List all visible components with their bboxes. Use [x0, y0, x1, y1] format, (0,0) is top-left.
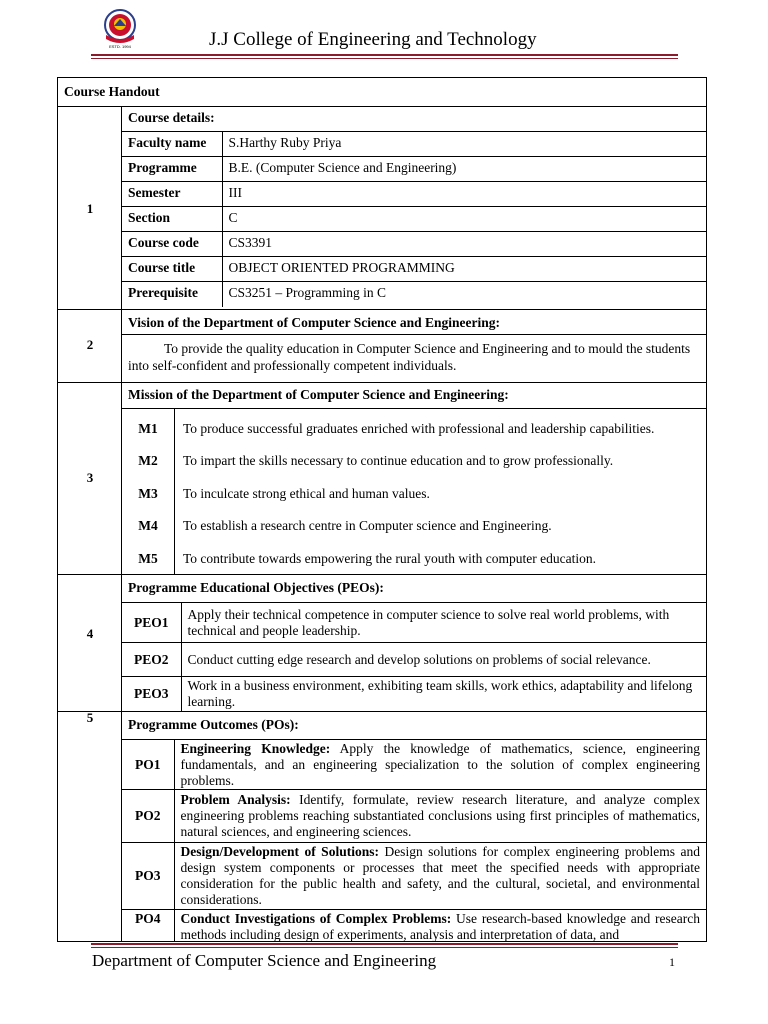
list-item: [122, 543, 706, 576]
peo-label: PEO2: [122, 643, 181, 677]
mission-text: To produce successful graduates enriched with professional and leadership capabilities.: [183, 421, 655, 436]
page-header: [0, 0, 768, 62]
section-heading: Programme Educational Objectives (PEOs):: [128, 580, 384, 595]
table-row: Section C: [122, 207, 706, 232]
footer-department: Department of Computer Science and Engineering: [92, 951, 437, 970]
table-row: [122, 843, 706, 910]
course-details-table: [122, 131, 706, 307]
table-row: [122, 643, 706, 677]
peo-text: Conduct cutting edge research and develop solutions on problems of social relevance.: [181, 643, 706, 677]
table-row: [122, 790, 706, 843]
po-text: Design solutions for complex engineering problems and design system components or processes that meet the specified needs with appropriate consideration for the public health and safety, and the cultural, societal, and environmental considerations.: [180, 844, 700, 907]
po-title: Design/Development of Solutions:: [180, 844, 379, 859]
peo-text: Work in a business environment, exhibiting team skills, work ethics, adaptability and lifelong learning.: [181, 677, 706, 712]
list-item: [122, 445, 706, 478]
section-number: 3: [86, 470, 94, 485]
table-row: [122, 603, 706, 643]
section-heading: Programme Outcomes (POs):: [128, 717, 299, 732]
section-5-pos: [58, 711, 706, 942]
page-number: 1: [669, 955, 675, 969]
peo-label: PEO1: [122, 603, 181, 643]
section-3-mission: [58, 382, 706, 574]
peo-label: PEO3: [122, 677, 181, 712]
table-row: [122, 740, 706, 790]
section-2-vision: [58, 309, 706, 382]
section-number: 2: [86, 337, 94, 352]
mission-label: M2: [138, 453, 158, 468]
po-label: PO1: [122, 740, 174, 790]
mission-text: To inculcate strong ethical and human values.: [183, 486, 430, 501]
po-title: Engineering Knowledge:: [180, 740, 331, 756]
table-row: [122, 677, 706, 712]
section-heading: Course details:: [128, 110, 215, 125]
section-heading: Vision of the Department of Computer Science and Engineering:: [128, 315, 500, 330]
po-text: Apply the knowledge of mathematics, science, engineering fundamentals, and an engineering specialization to the solution of complex engineering problems.: [180, 740, 700, 788]
vision-text: To provide the quality education in Computer Science and Engineering and to mould the students into self-confident and professionally competent individuals.: [128, 341, 691, 373]
footer-rule: [91, 943, 678, 945]
mission-label: M3: [138, 486, 158, 501]
logo-text: ESTD. 1994: [109, 44, 131, 49]
title-row: [58, 78, 706, 106]
document-title: Course Handout: [64, 84, 160, 99]
mission-label: M4: [138, 518, 158, 533]
mission-label: M5: [138, 551, 158, 566]
table-row: Prerequisite CS3251 – Programming in C: [122, 282, 706, 307]
section-number: 1: [86, 201, 94, 216]
section-number: 5: [86, 710, 94, 725]
table-row: Course title OBJECT ORIENTED PROGRAMMING: [122, 257, 706, 282]
po-title: Problem Analysis:: [180, 792, 291, 807]
section-number: 4: [86, 626, 94, 641]
college-name: J.J College of Engineering and Technology: [209, 29, 537, 50]
table-row: [122, 910, 706, 943]
footer-rule-thin: [91, 947, 678, 948]
section-1-course-details: [58, 106, 706, 309]
table-row: Course code CS3391: [122, 232, 706, 257]
po-label: PO3: [122, 843, 174, 910]
peo-table: [122, 602, 706, 712]
table-row: Faculty name S.Harthy Ruby Priya: [122, 132, 706, 157]
list-item: [122, 413, 706, 446]
mission-text: To impart the skills necessary to continue education and to grow professionally.: [183, 453, 614, 468]
po-table: [122, 739, 706, 942]
table-row: Programme B.E. (Computer Science and Engineering): [122, 157, 706, 182]
header-rule-thin: [91, 58, 678, 59]
po-text: Use research-based knowledge and research methods including design of experiments, analysis and interpretation of data, and: [180, 911, 700, 942]
header-rule: [91, 54, 678, 56]
mission-text: To establish a research centre in Computer science and Engineering.: [183, 518, 552, 533]
list-item: [122, 478, 706, 511]
peo-text: Apply their technical competence in computer science to solve real world problems, with technical and people leadership.: [181, 603, 706, 643]
po-title: Conduct Investigations of Complex Problems:: [180, 911, 452, 926]
po-text: Identify, formulate, review research literature, and analyze complex engineering problems reaching substantiated conclusions using first principles of mathematics, natural sciences, and engineering sciences.: [180, 792, 700, 839]
mission-text: To contribute towards empowering the rural youth with computer education.: [183, 551, 596, 566]
section-heading: Mission of the Department of Computer Science and Engineering:: [128, 387, 509, 402]
course-handout-table: [57, 77, 707, 942]
section-4-peos: [58, 574, 706, 711]
po-label: PO4: [122, 910, 174, 943]
po-label: PO2: [122, 790, 174, 843]
list-item: [122, 510, 706, 543]
table-row: Semester III: [122, 182, 706, 207]
college-logo: [101, 9, 139, 49]
mission-label: M1: [138, 421, 158, 436]
